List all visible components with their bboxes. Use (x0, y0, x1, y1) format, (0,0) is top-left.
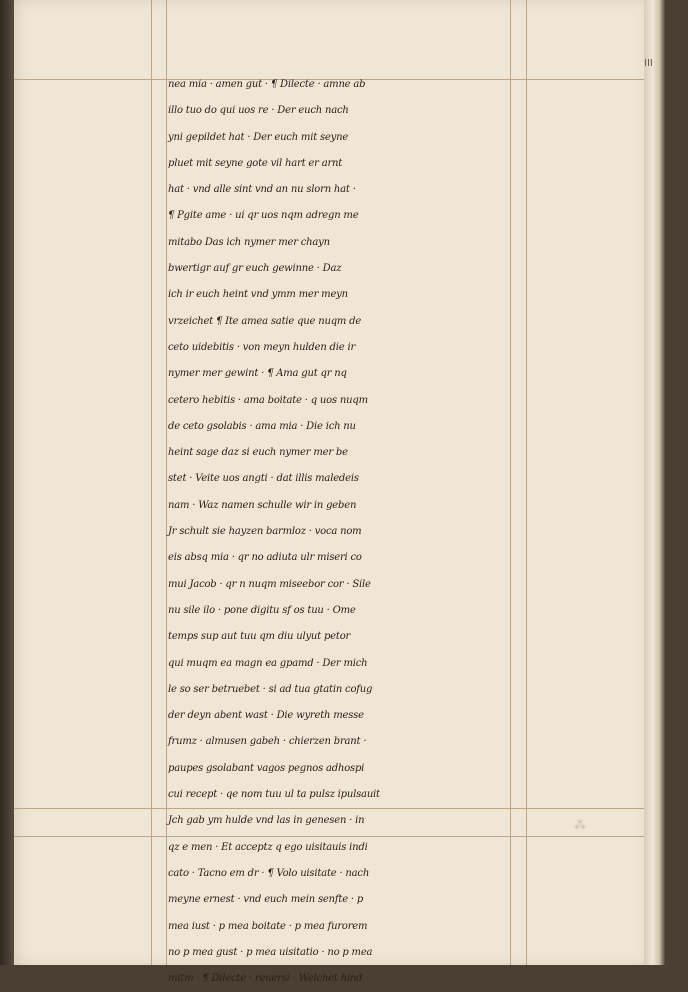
manuscript-line: no p mea gust · p mea uisitatio · no p mea (168, 946, 373, 958)
manuscript-line: yni gepildet hat · Der euch mit seyne (168, 131, 349, 143)
manuscript-line: frumz · almusen gabeh · chierzen brant · (168, 736, 367, 748)
manuscript-line: meyne ernest · vnd euch mein senfte · p (168, 894, 364, 906)
manuscript-line: mea iust · p mea boitate · p mea furorem (168, 920, 368, 932)
manuscript-line: nu sile ilo · pone digitu sf os tuu · Ome (168, 604, 356, 616)
manuscript-line: nymer mer gewint · ¶ Ama gut qr nq (168, 368, 347, 380)
text-column (168, 72, 508, 992)
manuscript-line: vrzeichet ¶ Ite amea satie que nuqm de (168, 315, 362, 327)
manuscript-line: ich ir euch heint vnd ymm mer meyn (168, 289, 348, 301)
manuscript-line: qz e men · Et acceptz q ego uisitauis indi (168, 841, 368, 853)
manuscript-line: le so ser betruebet · si ad tua gtatin cofug (168, 683, 373, 695)
left-margin-rule-inner (166, 0, 167, 965)
manuscript-line: heint sage daz si euch nymer mer be (168, 447, 348, 459)
manuscript-line: mitabo Das ich nymer mer chayn (168, 236, 330, 248)
manuscript-line: paupes gsolabant vagos pegnos adhospi (168, 762, 365, 774)
manuscript-line: mui Jacob · qr n nuqm miseebor cor · Sile (168, 578, 371, 590)
right-margin-rule-inner (510, 0, 511, 965)
left-margin-rule-outer (151, 0, 152, 965)
page-fore-edge (644, 0, 666, 965)
manuscript-line: bwertigr auf gr euch gewinne · Daz (168, 263, 342, 275)
right-margin-rule-outer (526, 0, 527, 965)
manuscript-line: illo tuo do qui uos re · Der euch nach (168, 105, 349, 117)
margin-smudge: ⁂ (574, 818, 586, 832)
manuscript-line: qui muqm ea magn ea gpamd · Der mich (168, 657, 368, 669)
manuscript-line: mitm · ¶ Dilecte · reuersi · Welchet hind (168, 973, 363, 985)
book-spine (0, 0, 14, 965)
manuscript-line: nam · Waz namen schulle wir in geben (168, 499, 357, 511)
manuscript-line: nea mia · amen gut · ¶ Dilecte · amne ab (168, 79, 366, 90)
manuscript-line: cui recept · qe nom tuu ul ta pulsz ipulsauit (168, 789, 380, 801)
manuscript-line: Jch gab ym hulde vnd las in genesen · in (168, 815, 365, 827)
manuscript-line: ceto uidebitis · von meyn hulden die ir (168, 341, 356, 353)
manuscript-line: stet · Veite uos angti · dat illis maledeis (168, 473, 359, 485)
manuscript-line: pluet mit seyne gote vil hart er arnt (168, 157, 343, 169)
manuscript-line: Jr schult sie hayzen barmloz · voca nom (168, 526, 362, 538)
manuscript-line: cetero hebitis · ama boitate · q uos nuqm (168, 394, 368, 406)
manuscript-line: temps sup aut tuu qm diu ulyut petor (168, 631, 351, 643)
manuscript-line: der deyn abent wast · Die wyreth messe (168, 710, 364, 722)
manuscript-line: ¶ Pgite ame · ui qr uos nqm adregn me (168, 210, 359, 222)
manuscript-line: hat · vnd alle sint vnd an nu slorn hat · (168, 184, 356, 196)
manuscript-line: de ceto gsolabis · ama mia · Die ich nu (168, 420, 356, 432)
manuscript-line: cato · Tacno em dr · ¶ Volo uisitate · nach (168, 867, 370, 879)
manuscript-line: eis absq mia · qr no adiuta ulr miseri co (168, 552, 362, 564)
side-tab-marker: III (644, 58, 653, 69)
